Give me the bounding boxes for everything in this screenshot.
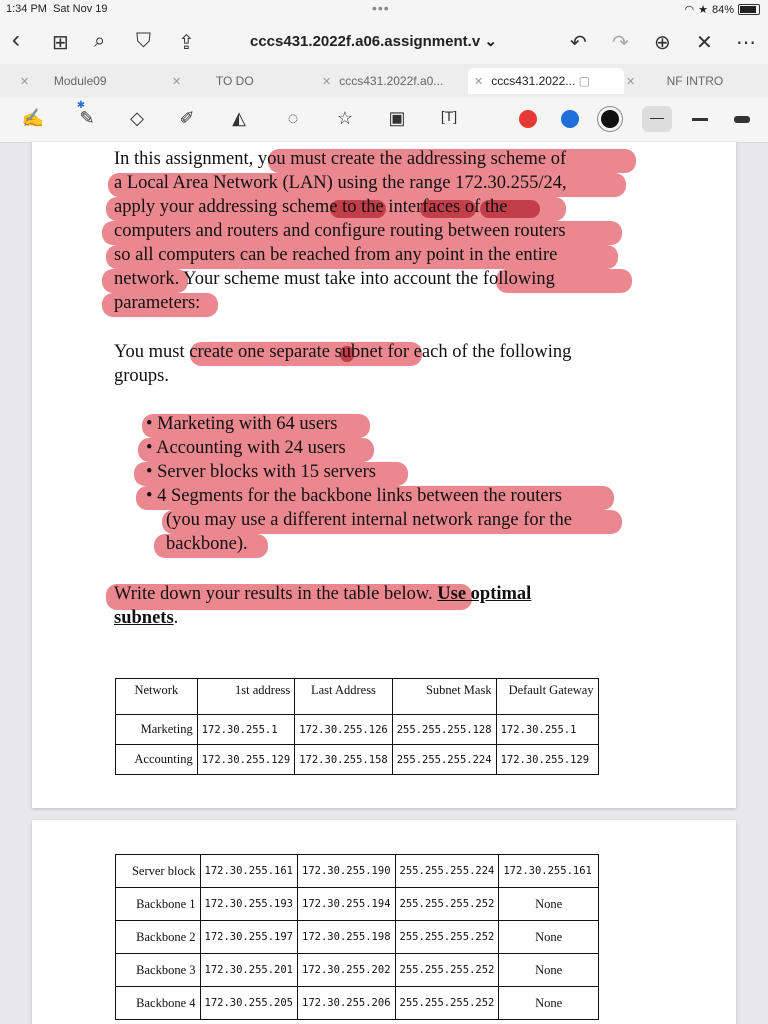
table-row: Backbone 1 172.30.255.193 172.30.255.194 255.255.255.252 None <box>116 888 599 921</box>
nav-bar <box>0 20 768 64</box>
close-icon[interactable]: ✕ <box>20 76 30 88</box>
bullet-item: • Server blocks with 15 servers <box>146 462 376 482</box>
close-icon[interactable]: ✕ <box>322 76 332 88</box>
add-page-icon[interactable]: ⊕ <box>654 32 671 54</box>
shapes-icon[interactable]: ◭ <box>232 108 246 128</box>
close-icon[interactable]: ✕ <box>172 76 182 88</box>
tab-module09[interactable]: ✕ Module09 <box>20 74 107 88</box>
tab-nf-intro[interactable]: ✕ NF INTRO <box>626 74 724 88</box>
tab-bar <box>0 64 768 99</box>
table-row: Server block 172.30.255.161 172.30.255.190 255.255.255.224 172.30.255.161 <box>116 855 599 888</box>
close-pen-icon[interactable]: ✕ <box>696 32 713 54</box>
color-red[interactable] <box>519 110 537 128</box>
paragraph-line: parameters: <box>114 293 201 313</box>
pen-icon[interactable]: ✎ <box>79 108 95 128</box>
undo-icon[interactable]: ↶ <box>570 32 587 54</box>
star-icon: ★ <box>698 4 708 16</box>
bullet-item: • 4 Segments for the backbone links between the routers <box>146 486 562 506</box>
status-bar <box>0 0 768 20</box>
paragraph-line: In this assignment, you must create the addressing scheme of <box>114 149 567 169</box>
search-icon[interactable]: ⌕ <box>94 30 106 52</box>
paragraph-line: network. Your scheme must take into account the following <box>114 269 555 289</box>
text-box-icon[interactable]: [T] <box>440 108 458 124</box>
paragraph-line: so all computers can be reached from any point in the entire <box>114 245 558 265</box>
color-black[interactable] <box>601 110 619 128</box>
stroke-thick[interactable] <box>734 116 750 123</box>
image-icon[interactable]: ▣ <box>388 108 406 128</box>
table-row: Marketing 172.30.255.1 172.30.255.126 255.255.255.128 172.30.255.1 <box>116 715 599 745</box>
highlighter-icon[interactable]: ✐ <box>179 108 195 128</box>
sticker-icon[interactable]: ☆ <box>336 108 354 128</box>
multitask-dots[interactable]: ••• <box>372 0 390 16</box>
lasso-ocr-icon[interactable]: ✍ <box>21 108 45 128</box>
eraser-icon[interactable]: ◇ <box>130 108 144 128</box>
close-icon[interactable]: ✕ <box>626 76 636 88</box>
annotation-toolbar <box>0 98 768 143</box>
results-table-top <box>115 678 599 775</box>
battery-icon <box>738 4 760 15</box>
table-row: Backbone 2 172.30.255.197 172.30.255.198 255.255.255.252 None <box>116 921 599 954</box>
bullet-item: (you may use a different internal network range for the <box>166 510 572 530</box>
paragraph-line: You must create one separate subnet for each of the following <box>114 342 572 362</box>
stroke-medium[interactable] <box>692 118 708 121</box>
document-title[interactable]: cccs431.2022f.a06.assignment.v ⌄ <box>250 33 497 50</box>
header-gateway: Default Gateway <box>496 679 598 715</box>
tab-assignment-1[interactable]: ✕ cccs431.2022f.a0... <box>322 74 444 88</box>
header-last: Last Address <box>295 679 393 715</box>
paragraph-line: a Local Area Network (LAN) using the range 172.30.255/24, <box>114 173 567 193</box>
table-row: Backbone 4 172.30.255.205 172.30.255.206 255.255.255.252 None <box>116 987 599 1020</box>
lasso-icon[interactable]: ◌ <box>287 108 299 128</box>
table-row: Backbone 3 172.30.255.201 172.30.255.202 255.255.255.252 None <box>116 954 599 987</box>
bullet-item: • Marketing with 64 users <box>146 414 338 434</box>
battery-percent: 84% <box>711 3 734 16</box>
grid-icon[interactable]: ⊞ <box>52 32 69 54</box>
header-network: Network <box>116 679 198 715</box>
bookmark-icon[interactable]: ⛉ <box>136 30 151 52</box>
color-blue[interactable] <box>561 110 579 128</box>
wifi-icon: ◠ <box>684 4 695 16</box>
bullet-item: backbone). <box>166 534 248 554</box>
header-first: 1st address <box>197 679 295 715</box>
share-icon[interactable]: ⇪ <box>178 32 195 54</box>
back-icon[interactable]: ‹ <box>12 26 20 53</box>
instruction-line: subnets. <box>114 608 179 628</box>
redo-icon[interactable]: ↷ <box>612 32 629 54</box>
tab-todo[interactable]: ✕ TO DO <box>172 74 254 88</box>
results-table-bottom <box>115 854 599 1020</box>
paragraph-line: groups. <box>114 366 169 386</box>
instruction-line: Write down your results in the table below. Use optimal <box>114 584 532 604</box>
bullet-item: • Accounting with 24 users <box>146 438 346 458</box>
table-row: Accounting 172.30.255.129 172.30.255.158 255.255.255.224 172.30.255.129 <box>116 745 599 775</box>
status-time: 1:34 PM Sat Nov 19 <box>6 3 108 15</box>
paragraph-line: apply your addressing scheme to the interfaces of the <box>114 197 508 217</box>
close-icon[interactable]: ✕ <box>474 76 484 88</box>
paragraph-line: computers and routers and configure routing between routers <box>114 221 566 241</box>
bluetooth-icon: ✱ <box>76 100 86 111</box>
stroke-thin[interactable] <box>642 106 672 132</box>
header-mask: Subnet Mask <box>392 679 496 715</box>
more-icon[interactable]: ⋯ <box>736 32 756 54</box>
tab-assignment-2[interactable]: ✕ cccs431.2022... ▢ <box>468 68 624 94</box>
